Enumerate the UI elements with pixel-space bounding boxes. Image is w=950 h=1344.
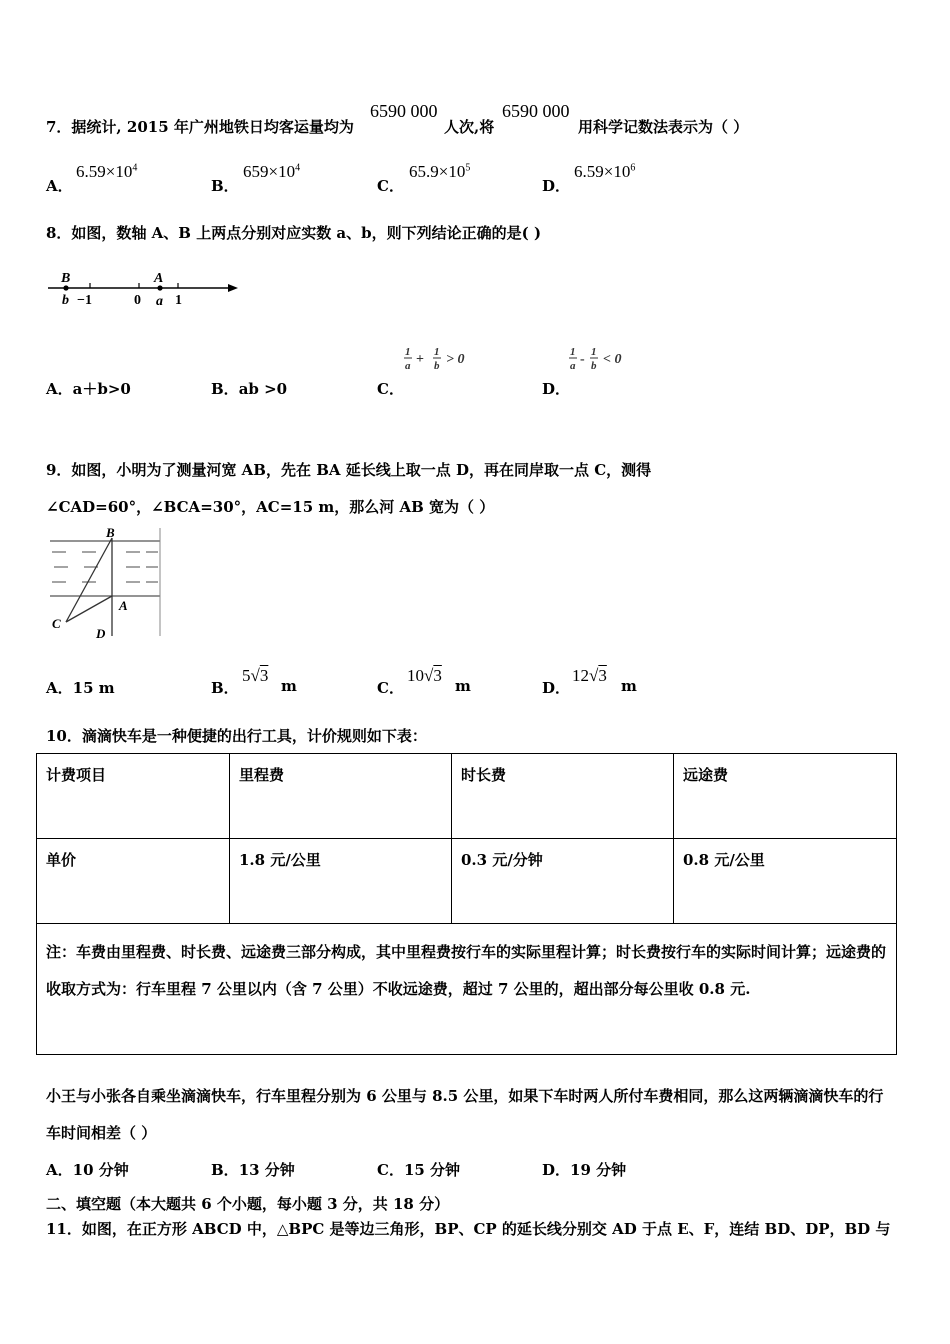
q7-number-2: 6590 000 (502, 101, 570, 121)
label-a: A (119, 598, 128, 613)
svg-text:1: 1 (570, 346, 576, 358)
table-header-cell: 里程费 (230, 754, 452, 839)
q9-option-b-unit: m (281, 677, 297, 695)
q7-option-b-value: $659\times 10^4$ (243, 162, 301, 181)
svg-text:a: a (570, 360, 576, 372)
svg-text:1: 1 (405, 346, 411, 358)
table-cell: 1.8 元/公里 (230, 839, 452, 924)
table-cell: 单价 (37, 839, 230, 924)
table-row (37, 839, 897, 924)
table-note: 注：车费由里程费、时长费、远途费三部分构成，其中里程费按行车的实际里程计算；时长费按行车的实际时间计算；远途费的收取方式为：行车里程 7 公里以内（含 7 公里）不收远途费，超过 7 公里的，超出部分每公里收 0.8 元. (37, 924, 897, 1055)
q9-stem-line2: ∠CAD=60°，∠BCA=30°，AC=15 m，那么河 AB 宽为（ ） (46, 498, 495, 516)
q9-stem-line1: 9．如图，小明为了测量河宽 AB，先在 BA 延长线上取一点 D，再在同岸取一点 C，测得 (46, 461, 652, 479)
q9-river-figure (44, 524, 164, 642)
q7-stem (46, 116, 354, 137)
table-cell: 0.8 元/公里 (674, 839, 897, 924)
number-line-arrow (228, 284, 238, 292)
table-header-cell: 远途费 (674, 754, 897, 839)
q9-option-c-unit: m (455, 677, 471, 695)
section2-title: 二、填空题（本大题共 6 个小题，每小题 3 分，共 18 分） (46, 1195, 450, 1213)
q7-option-c-value: $65.9\times 10^5$ (409, 162, 471, 181)
q9-option-b-radical: 5√3 (242, 666, 269, 685)
svg-text:a: a (405, 360, 411, 372)
q8-number-line-figure (44, 268, 244, 310)
label-b: B (106, 525, 115, 540)
water-dashes (52, 552, 158, 582)
q7-option-d-label: D． (542, 177, 571, 195)
table-cell: 0.3 元/分钟 (452, 839, 674, 924)
q9-option-d-label: D． (542, 679, 571, 697)
q7-option-a-value: $6.59\times 10^4$ (76, 162, 138, 181)
svg-text:1: 1 (591, 346, 597, 358)
q7-stem-b: 人次,将 (444, 118, 495, 136)
svg-text:+: + (416, 352, 424, 367)
q9-option-d-radical: 12√3 (572, 666, 607, 685)
label-d: D (96, 626, 106, 641)
label-c: C (52, 616, 61, 631)
q8-option-a: A．a＋b>0 (46, 380, 131, 398)
label-point-b: B (61, 271, 71, 286)
q8-option-b: B．ab >0 (211, 380, 288, 398)
q8-option-c-fraction (402, 344, 482, 374)
q7-option-c-label: C． (377, 177, 404, 195)
svg-text:b: b (591, 360, 597, 372)
q9-option-a: A．15 m (46, 679, 115, 697)
tick-label-a: a (156, 294, 163, 309)
svg-text:< 0: < 0 (603, 352, 622, 367)
tick-label-neg1: −1 (77, 293, 92, 308)
q10-stem: 10．滴滴快车是一种便捷的出行工具，计价规则如下表： (46, 727, 427, 745)
table-note-row (37, 924, 897, 1055)
point-a-dot (157, 285, 162, 290)
tick-label-0: 0 (134, 293, 141, 308)
q9-option-c-label: C． (377, 679, 404, 697)
table-header-cell: 计费项目 (37, 754, 230, 839)
q7-option-b-label: B． (211, 177, 239, 195)
q7-stem-a: 7．据统计, 2015 年广州地铁日均客运量均为 (46, 118, 354, 136)
q10-option-b: B．13 分钟 (211, 1161, 295, 1179)
tick-label-1: 1 (175, 293, 182, 308)
q8-option-c-label: C． (377, 380, 404, 398)
q8-option-d-label: D． (542, 380, 571, 398)
point-b-dot (63, 285, 68, 290)
q10-question: 小王与小张各自乘坐滴滴快车，行车里程分别为 6 公里与 8.5 公里，如果下车时两人所付车费相同，那么这两辆滴滴快车的行车时间相差（ ） (46, 1087, 884, 1142)
q10-option-c: C．15 分钟 (377, 1161, 461, 1179)
svg-text:> 0: > 0 (446, 352, 465, 367)
svg-text:b: b (434, 360, 440, 372)
table-header-cell: 时长费 (452, 754, 674, 839)
q9-option-d-unit: m (621, 677, 637, 695)
q7-option-a-label: A． (46, 177, 73, 195)
q9-option-b-label: B． (211, 679, 239, 697)
q7-option-d-value: $6.59\times 10^6$ (574, 162, 636, 181)
tick-label-b: b (62, 293, 69, 308)
q8-stem: 8．如图，数轴 A、B 上两点分别对应实数 a、b，则下列结论正确的是( ) (46, 224, 542, 242)
svg-text:-: - (580, 352, 585, 367)
label-point-a: A (154, 271, 164, 286)
q8-option-d-fraction (567, 344, 647, 374)
table-header-row (37, 754, 897, 839)
q7-number-1: 6590 000 (370, 101, 438, 121)
svg-text:1: 1 (434, 346, 440, 358)
fare-table (36, 753, 897, 1055)
q9-option-c-radical: 10√3 (407, 666, 442, 685)
q11-stem: 11．如图，在正方形 ABCD 中，△BPC 是等边三角形，BP、CP 的延长线分别交 AD 于点 E、F，连结 BD、DP，BD 与 (46, 1220, 891, 1238)
q7-stem-c: 用科学记数法表示为（ ） (578, 118, 749, 136)
q10-option-a: A．10 分钟 (46, 1161, 129, 1179)
q10-option-d: D．19 分钟 (542, 1161, 627, 1179)
